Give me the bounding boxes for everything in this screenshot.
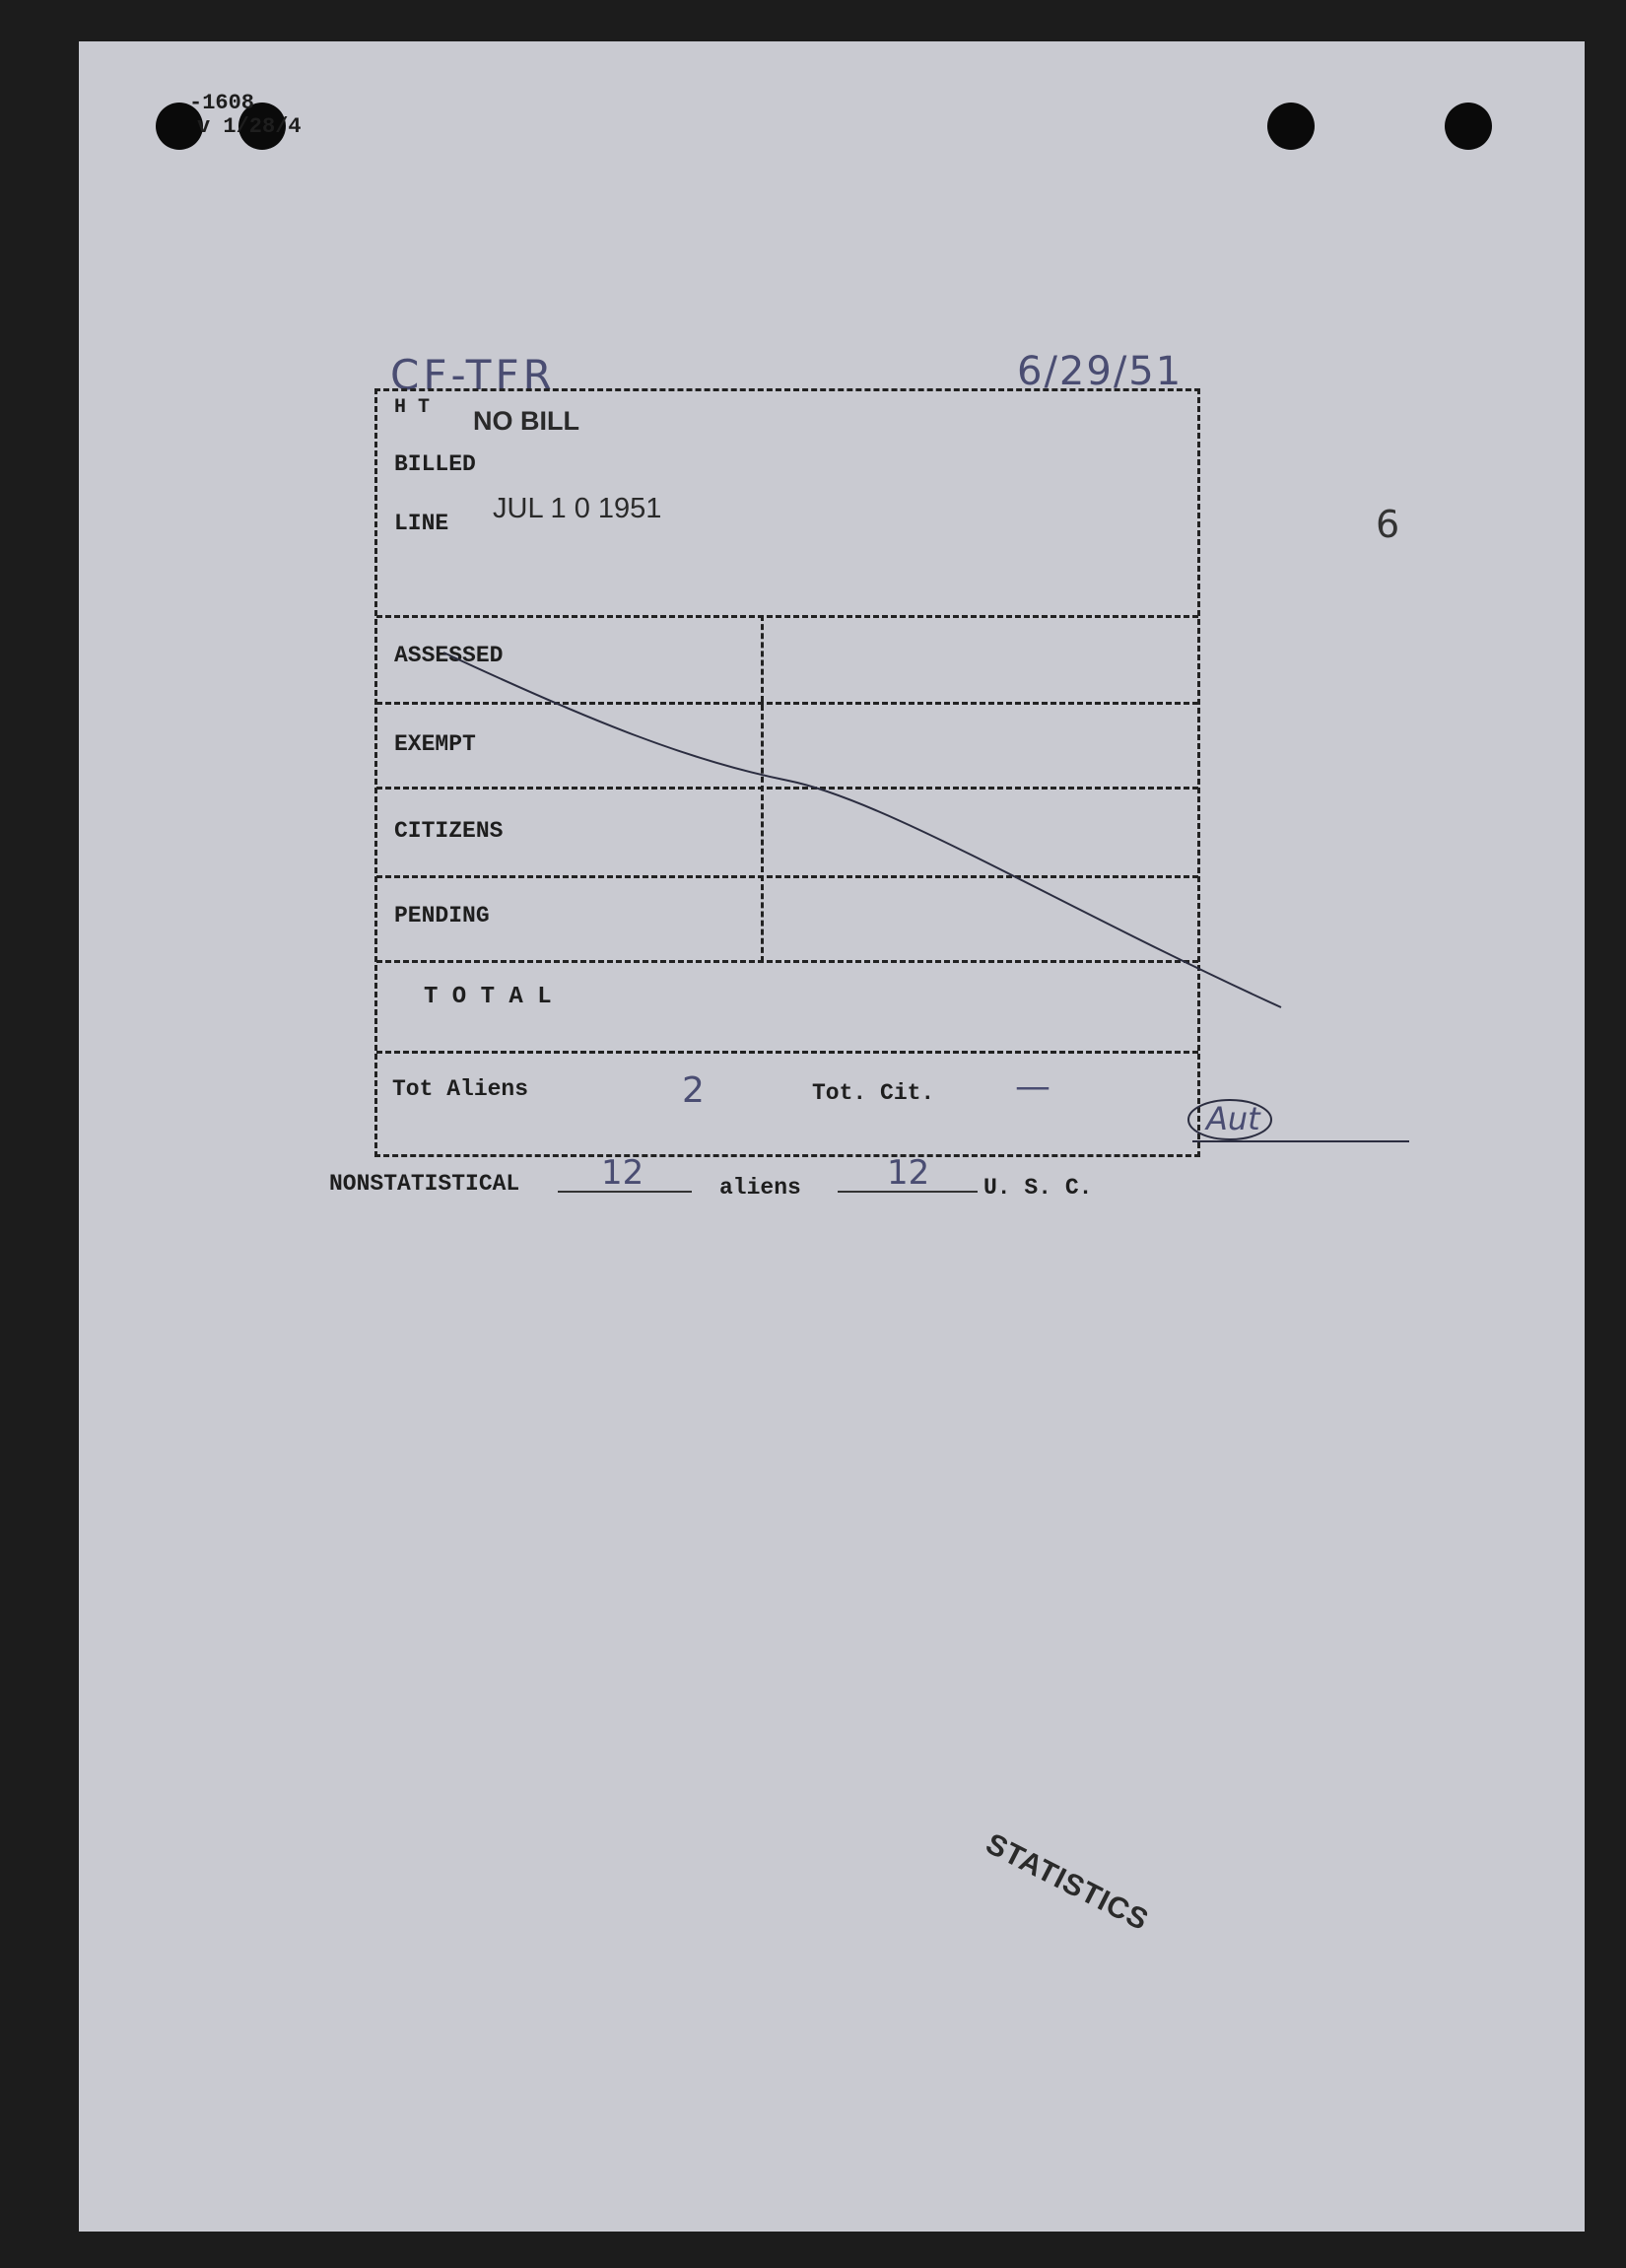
tot-cit-label: Tot. Cit. xyxy=(812,1080,935,1106)
row-label-exempt: EXEMPT xyxy=(394,731,476,757)
sheet-number: 6 xyxy=(1376,503,1400,546)
nonstatistical-label: NONSTATISTICAL xyxy=(329,1171,520,1197)
date-stamp: JUL 1 0 1951 xyxy=(493,493,662,524)
row-label-citizens: CITIZENS xyxy=(394,818,504,844)
statistics-stamp: STATISTICS xyxy=(981,1827,1154,1938)
strike-line xyxy=(79,41,1585,1224)
date-handwritten: 6/29/51 xyxy=(1017,349,1184,394)
line-label: LINE xyxy=(394,511,449,536)
nonstat-aliens-value: 12 xyxy=(601,1153,644,1193)
tot-aliens-value: 2 xyxy=(682,1070,705,1111)
total-label: T O T A L xyxy=(424,984,552,1010)
nonstat-aliens-underline xyxy=(558,1191,692,1193)
form-revision: v 1/28/4 xyxy=(197,114,302,139)
billed-label: BILLED xyxy=(394,451,476,477)
row-label-assessed: ASSESSED xyxy=(394,643,504,668)
form-number: -1608 xyxy=(189,91,255,115)
nonstat-usc-label: U. S. C. xyxy=(983,1175,1093,1201)
tot-aliens-label: Tot Aliens xyxy=(392,1076,529,1102)
nonstat-usc-underline xyxy=(838,1191,978,1193)
row-label-pending: PENDING xyxy=(394,903,490,928)
document-page xyxy=(79,41,1585,2232)
tot-cit-value: — xyxy=(1015,1066,1050,1107)
no-bill-stamp: NO BILL xyxy=(473,406,579,436)
initials-handwritten: Aut xyxy=(1206,1100,1260,1137)
nonstat-aliens-label: aliens xyxy=(719,1175,801,1201)
nonstat-usc-value: 12 xyxy=(887,1153,930,1193)
office-code-handwritten: CF-TFR xyxy=(390,351,556,399)
ht-label: H T xyxy=(394,396,431,419)
